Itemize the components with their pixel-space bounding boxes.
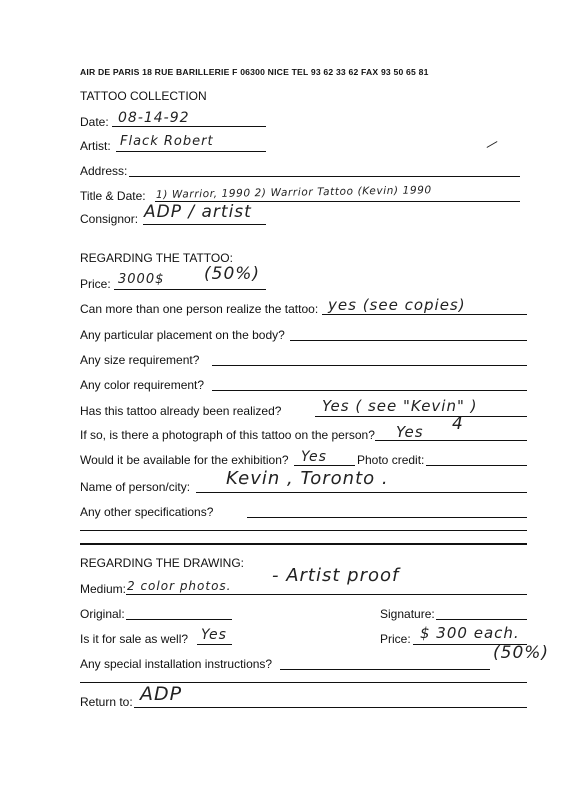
consignor-line <box>143 224 266 225</box>
consignor-label: Consignor: <box>80 212 139 226</box>
person-city-line <box>196 492 527 493</box>
more-than-one-value[interactable]: yes (see copies) <box>328 296 466 314</box>
medium-value-2: - Artist proof <box>272 565 400 586</box>
other-spec-line-2 <box>80 530 527 531</box>
title-date-label: Title & Date: <box>80 189 146 203</box>
drawing-section-heading: REGARDING THE DRAWING: <box>80 556 245 570</box>
artist-line <box>116 151 266 152</box>
return-to-line <box>134 707 527 708</box>
return-to-label: Return to: <box>80 695 133 709</box>
pen-mark <box>487 141 498 148</box>
medium-label: Medium: <box>80 582 127 596</box>
medium-value[interactable]: 2 color photos. <box>127 579 232 593</box>
other-spec-line <box>247 517 527 518</box>
person-city-value[interactable]: Kevin , Toronto . <box>226 468 389 489</box>
date-line <box>112 126 266 127</box>
original-line <box>126 619 232 620</box>
drawing-price-percent: (50%) <box>493 643 550 663</box>
form-title: TATTOO COLLECTION <box>80 89 207 103</box>
photo-label: If so, is there a photograph of this tattoo on the person? <box>80 428 375 442</box>
tattoo-price-percent: (50%) <box>204 264 261 284</box>
exhibition-line <box>294 465 355 466</box>
photo-margin-mark: 4 <box>452 414 464 434</box>
medium-line <box>126 594 527 595</box>
for-sale-label: Is it for sale as well? <box>80 632 189 646</box>
photo-credit-label: Photo credit: <box>357 453 425 467</box>
artist-value[interactable]: Flack Robert <box>120 134 214 149</box>
installation-label: Any special installation instructions? <box>80 657 273 671</box>
exhibition-value[interactable]: Yes <box>301 449 327 465</box>
more-than-one-line <box>322 314 527 315</box>
realized-value[interactable]: Yes ( see "Kevin" ) <box>322 397 478 415</box>
tattoo-section-heading: REGARDING THE TATTOO: <box>80 251 233 265</box>
drawing-price-value[interactable]: $ 300 each. <box>420 624 520 642</box>
color-line <box>212 390 527 391</box>
more-than-one-label: Can more than one person realize the tattoo: <box>80 302 319 316</box>
consignor-value[interactable]: ADP / artist <box>144 202 252 222</box>
section-divider <box>80 543 527 545</box>
realized-line <box>315 416 527 417</box>
installation-line <box>280 669 490 670</box>
signature-line <box>436 619 527 620</box>
other-spec-label: Any other specifications? <box>80 505 214 519</box>
address-line <box>129 176 520 177</box>
drawing-price-label: Price: <box>380 632 411 646</box>
artist-label: Artist: <box>80 139 111 153</box>
size-label: Any size requirement? <box>80 353 200 367</box>
signature-label: Signature: <box>380 607 435 621</box>
title-date-value[interactable]: 1) Warrior, 1990 2) Warrior Tattoo (Kevin) 1990 <box>155 184 432 201</box>
address-label: Address: <box>80 164 128 178</box>
tattoo-price-label: Price: <box>80 277 111 291</box>
size-line <box>212 365 527 366</box>
placement-label: Any particular placement on the body? <box>80 328 285 342</box>
photo-credit-line <box>426 465 527 466</box>
original-label: Original: <box>80 607 125 621</box>
date-label: Date: <box>80 115 109 129</box>
exhibition-label: Would it be available for the exhibition? <box>80 453 289 467</box>
for-sale-value[interactable]: Yes <box>201 627 227 643</box>
return-to-value[interactable]: ADP <box>140 683 183 705</box>
date-value[interactable]: 08-14-92 <box>118 110 190 126</box>
for-sale-line <box>197 644 232 645</box>
tattoo-price-line <box>114 289 266 290</box>
person-city-label: Name of person/city: <box>80 480 191 494</box>
color-label: Any color requirement? <box>80 378 205 392</box>
realized-label: Has this tattoo already been realized? <box>80 404 282 418</box>
photo-value[interactable]: Yes <box>396 423 424 441</box>
tattoo-price-value[interactable]: 3000$ <box>118 272 165 287</box>
gallery-address-header: AIR DE PARIS 18 RUE BARILLERIE F 06300 NICE TEL 93 62 33 62 FAX 93 50 65 81 <box>80 67 429 77</box>
placement-line <box>290 340 527 341</box>
